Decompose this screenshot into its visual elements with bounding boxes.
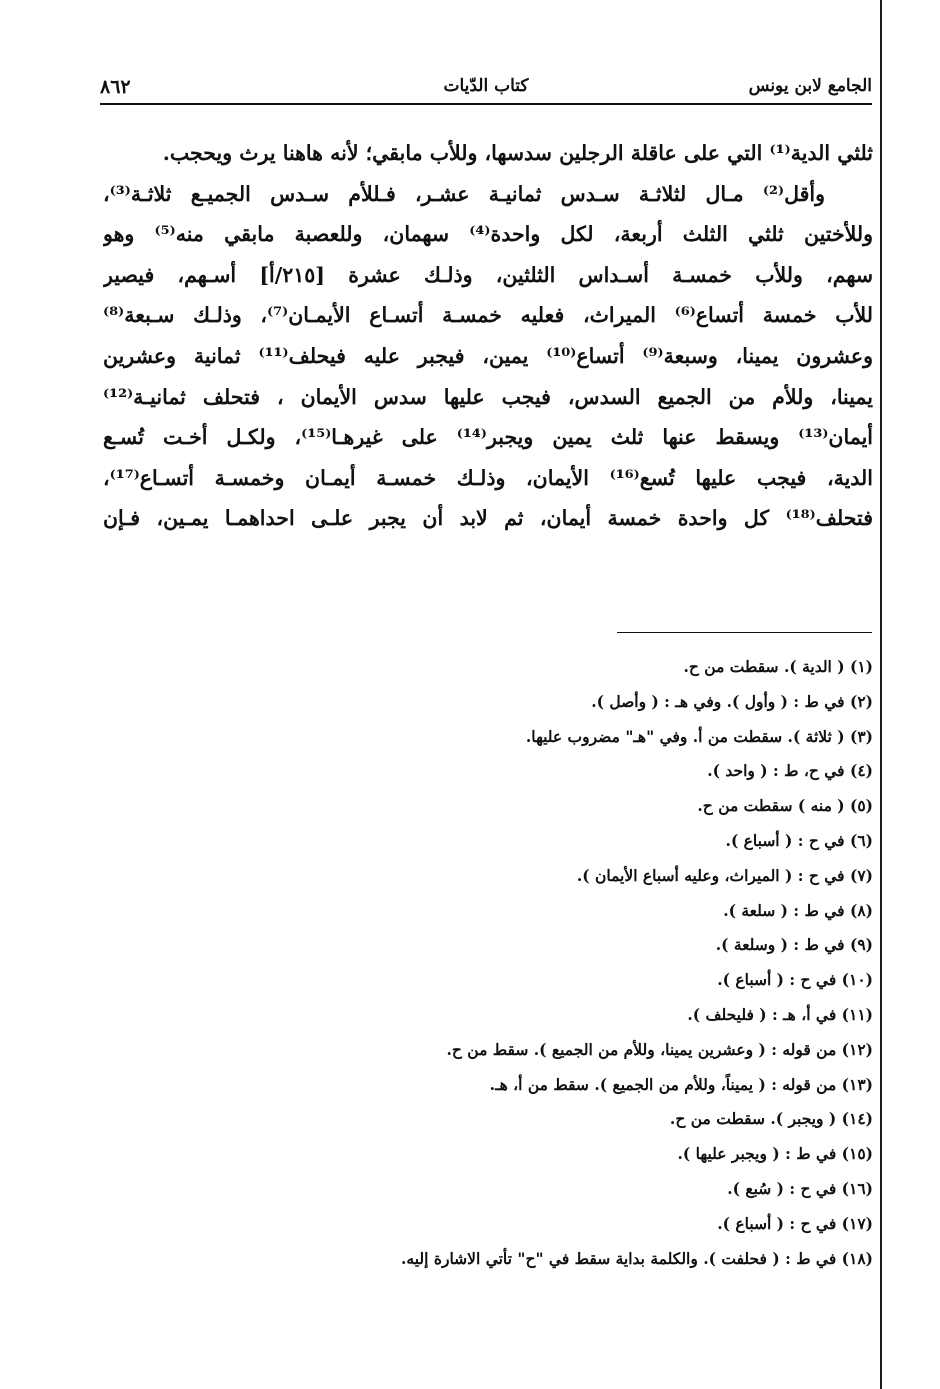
main-text <box>103 133 873 539</box>
footnotes <box>300 650 873 1276</box>
footnote: (٧) في ح : ( الميراث، وعليه أسباع الأيمان ). <box>576 865 873 885</box>
text-line: الدية، فيجب عليها تُسع⁽¹⁶⁾ الأيمان، وذلـك خمسـة أيمـان وخمسـة أتسـاع⁽¹⁷⁾، <box>103 465 873 490</box>
running-header <box>100 76 872 100</box>
text-line: ثلثي الدية⁽¹⁾ التي على عاقلة الرجلين سدسها، وللأب مابقي؛ لأنه هاهنا يرث ويحجب. <box>162 141 873 165</box>
book-title: الجامع لابن يونس <box>748 76 872 96</box>
page-edge-line <box>880 0 882 1389</box>
text-line: وأقل⁽²⁾ مـال لثلاثـة سـدس ثمانيـة عشـر، فـللأم سـدس الجميـع ثلاثـة⁽³⁾، <box>103 181 825 206</box>
footnote: (٦) في ح : ( أسباع ). <box>725 830 873 850</box>
footnote: (١٠) في ح : ( أسباع ). <box>717 970 873 990</box>
text-line: وللأختين ثلثي الثلث أربعة، لكل واحدة⁽⁴⁾ سهمان، وللعصبة مابقي منه⁽⁵⁾ وهو <box>103 222 873 247</box>
footnote: (١٥) في ط : ( ويجبر عليها ). <box>677 1144 873 1164</box>
header-rule <box>100 103 872 105</box>
text-line: فتحلف⁽¹⁸⁾ كل واحدة خمسة أيمان، ثم لابد أن يجبر علـى احداهمـا يمـين، فـإن <box>103 506 873 531</box>
text-line: سهم، وللأب خمسـة أسـداس الثلثين، وذلـك عشرة [٢١٥/أ] أسـهم، فيصير <box>103 262 873 287</box>
footnote: (٨) في ط : ( سلعة ). <box>723 900 873 920</box>
footnote: (٣) ( ثلاثة ). سقطت من أ. وفي "هـ" مضروب عليها. <box>525 726 873 746</box>
footnote-separator <box>617 632 872 633</box>
footnote: (١) ( الدية ). سقطت من ح. <box>683 657 873 676</box>
text-line: أيمان⁽¹³⁾ ويسقط عنها ثلث يمين ويجبر⁽¹⁴⁾ على غيرهـا⁽¹⁵⁾، ولكـل أخـت تُسـع <box>103 425 873 450</box>
footnote: (١٣) من قوله : ( يميناً، وللأم من الجميع ). سقط من أ، هـ. <box>489 1074 873 1094</box>
footnote: (١٤) ( ويجبر ). سقطت من ح. <box>669 1109 873 1129</box>
footnote: (٢) في ط : ( وأول ). وفي هـ : ( وأصل ). <box>591 691 873 711</box>
text-line: للأب خمسة أتساع⁽⁶⁾ الميراث، فعليه خمسـة أتسـاع الأيمـان⁽⁷⁾، وذلـك سـبعة⁽⁸⁾ <box>103 303 873 328</box>
text-line: وعشرون يمينا، وسبعة⁽⁹⁾ أتساع⁽¹⁰⁾ يمين، فيجبر عليه فيحلف⁽¹¹⁾ ثمانية وعشرين <box>103 343 873 368</box>
footnote: (١٢) من قوله : ( وعشرين يمينا، وللأم من الجميع ). سقط من ح. <box>446 1039 873 1059</box>
footnote: (٩) في ط : ( وسلعة ). <box>715 935 873 955</box>
footnote: (٤) في ح، ط : ( واحد ). <box>707 761 873 781</box>
footnote: (١١) في أ، هـ : ( فليحلف ). <box>687 1004 873 1024</box>
footnote: (١٨) في ط : ( فحلفت ). والكلمة بداية سقط في "ح" تأتي الاشارة إليه. <box>401 1248 873 1268</box>
footnote: (٥) ( منه ) سقطت من ح. <box>697 796 873 816</box>
page-number: ٨٦٢ <box>100 76 131 98</box>
footnote: (١٧) في ح : ( أسباع ). <box>717 1213 873 1233</box>
text-line: يمينا، وللأم من الجميع السدس، فيجب عليها سدس الأيمان ، فتحلف ثمانيـة⁽¹²⁾ <box>103 384 873 409</box>
footnote: (١٦) في ح : ( سُبع ). <box>727 1178 873 1198</box>
chapter-title: كتاب الدّيات <box>443 76 529 96</box>
